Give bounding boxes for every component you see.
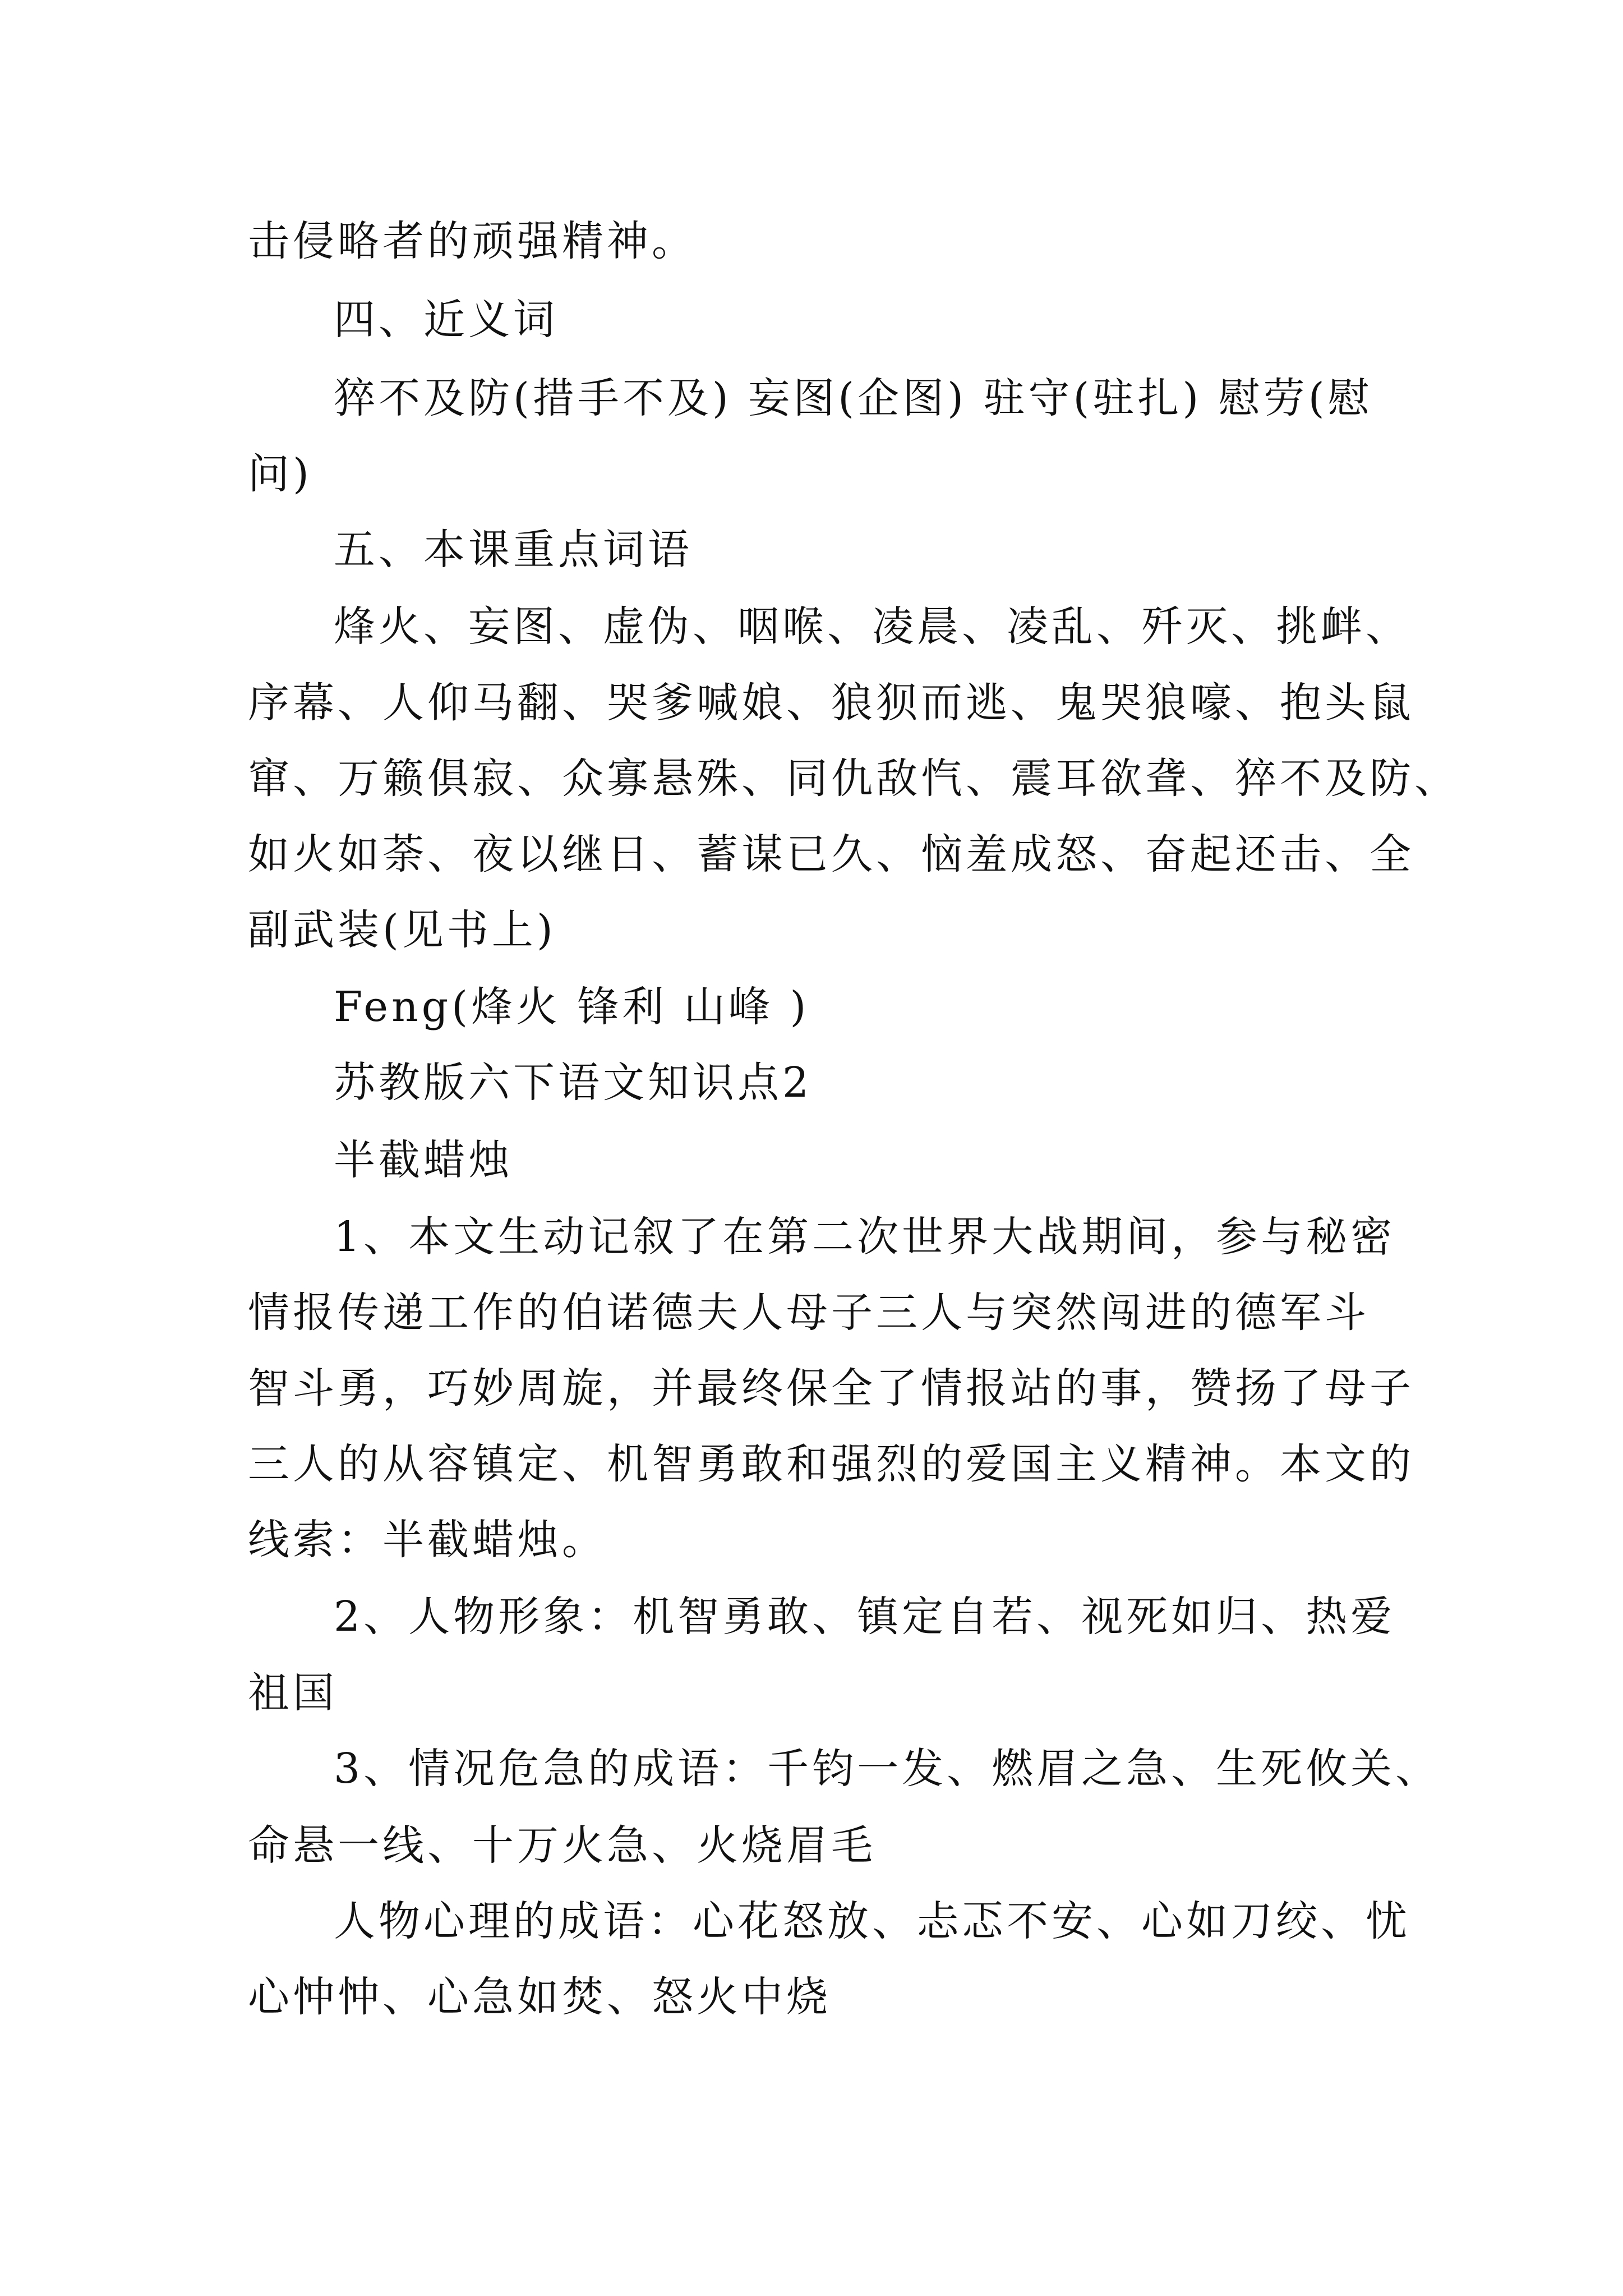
section-heading: 半截蜡烛 <box>334 1136 513 1184</box>
text-line: 如火如荼、夜以继日、蓄谋已久、恼羞成怒、奋起还击、全 <box>248 830 1414 878</box>
text-line: 烽火、妄图、虚伪、咽喉、凌晨、凌乱、歼灭、挑衅、 <box>334 602 1410 651</box>
text-line: 人物心理的成语：心花怒放、忐忑不安、心如刀绞、忧 <box>334 1897 1410 1945</box>
text-line: 1、本文生动记叙了在第二次世界大战期间，参与秘密 <box>334 1213 1396 1261</box>
text-line: 线索：半截蜡烛。 <box>248 1516 607 1564</box>
text-line: 情报传递工作的伯诺德夫人母子三人与突然闯进的德军斗 <box>248 1289 1370 1337</box>
text-line: 三人的从容镇定、机智勇敢和强烈的爱国主义精神。本文的 <box>248 1440 1414 1488</box>
text-line: 问) <box>248 450 312 498</box>
text-line: 3、情况危急的成语：千钧一发、燃眉之急、生死攸关、 <box>334 1745 1441 1793</box>
section-heading: 苏教版六下语文知识点2 <box>334 1059 813 1107</box>
text-line: 击侵略者的顽强精神。 <box>248 217 697 265</box>
text-line: 猝不及防(措手不及) 妄图(企图) 驻守(驻扎) 慰劳(慰 <box>334 374 1373 422</box>
section-heading: 五、本课重点词语 <box>334 526 693 574</box>
text-line: Feng(烽火 锋利 山峰 ) <box>334 983 810 1031</box>
text-line: 窜、万籁俱寂、众寡悬殊、同仇敌忾、震耳欲聋、猝不及防、 <box>248 754 1459 803</box>
text-line: 序幕、人仰马翻、哭爹喊娘、狼狈而逃、鬼哭狼嚎、抱头鼠 <box>248 679 1414 727</box>
text-line: 命悬一线、十万火急、火烧眉毛 <box>248 1821 876 1870</box>
text-line: 祖国 <box>248 1669 338 1717</box>
text-line: 智斗勇，巧妙周旋，并最终保全了情报站的事，赞扬了母子 <box>248 1364 1414 1412</box>
text-line: 副武装(见书上) <box>248 906 556 954</box>
text-line: 心忡忡、心急如焚、怒火中烧 <box>248 1973 831 2021</box>
text-line: 2、人物形象：机智勇敢、镇定自若、视死如归、热爱 <box>334 1593 1396 1641</box>
section-heading: 四、近义词 <box>334 296 558 344</box>
